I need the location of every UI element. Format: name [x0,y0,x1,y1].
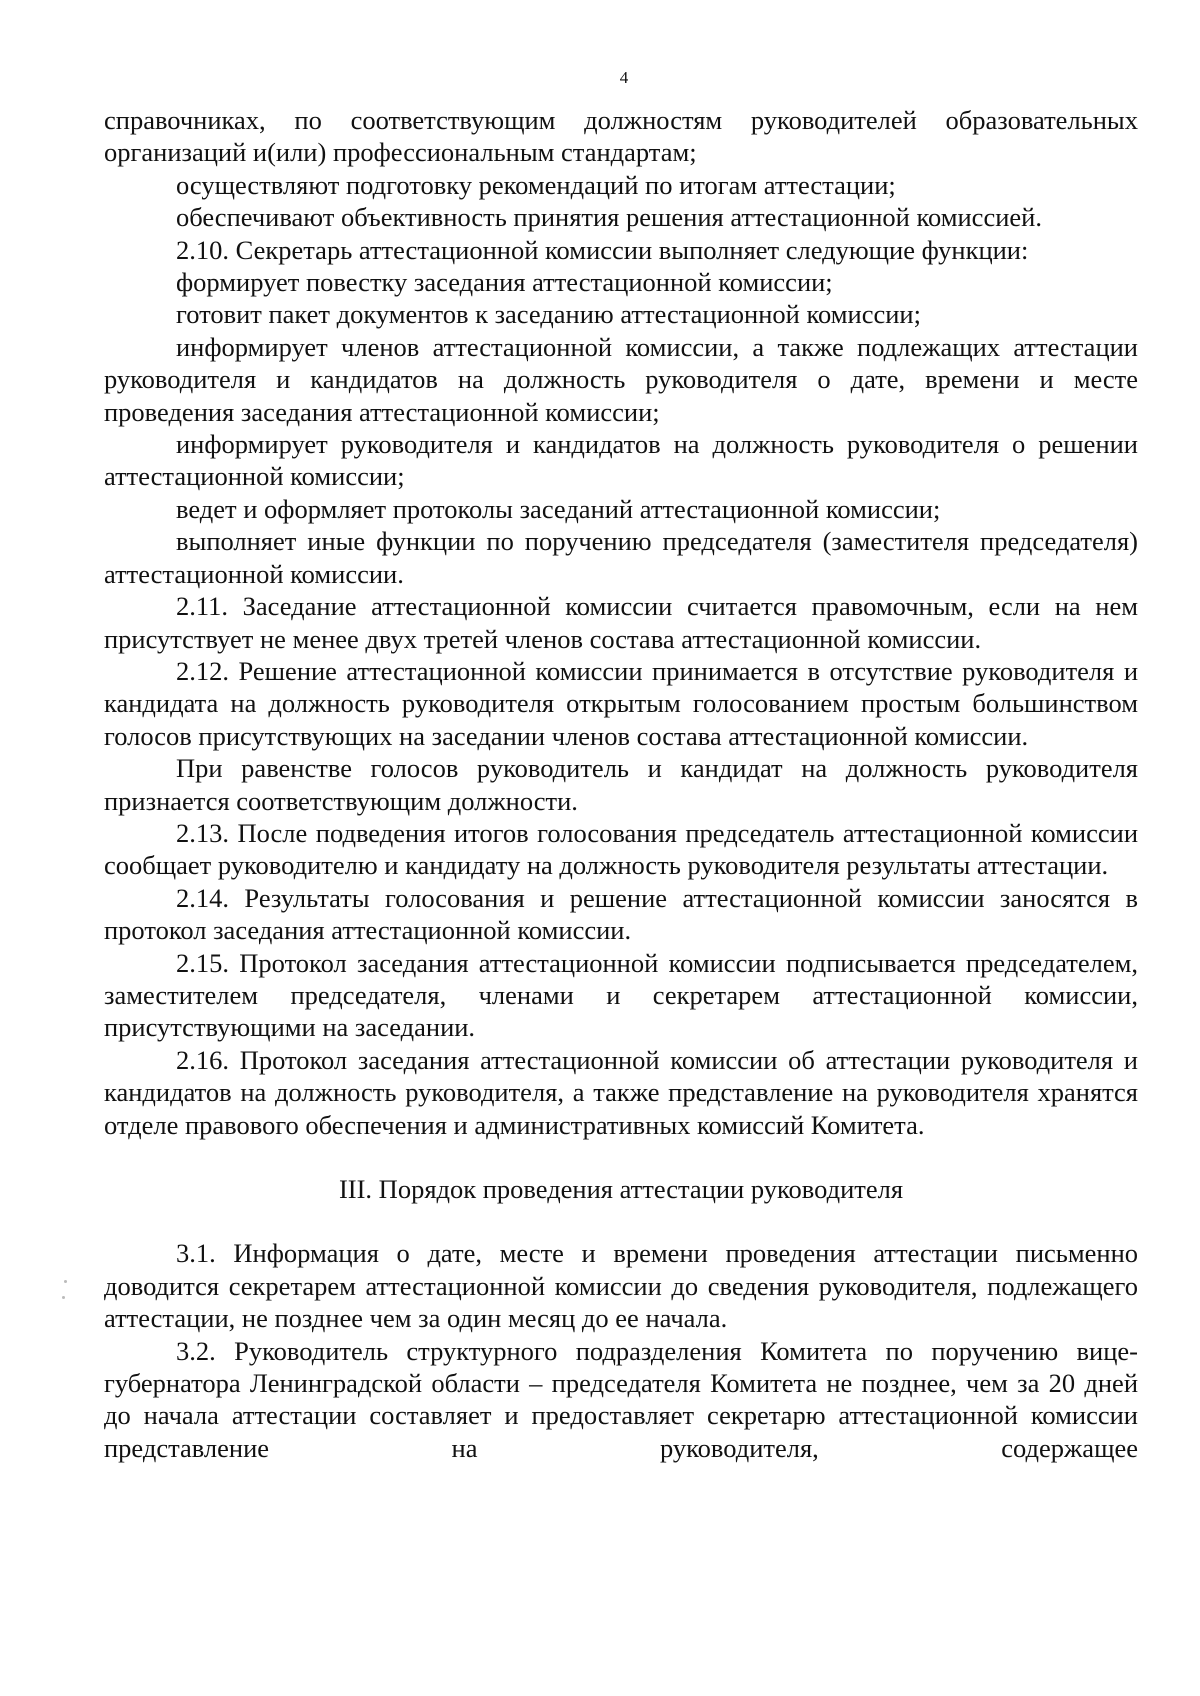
list-item: ведет и оформляет протоколы заседаний аттестационной комиссии; [176,493,941,524]
clause-3-1: 3.1. Информация о дате, месте и времени проведения аттестации письменно доводится секретарем аттестационной комиссии до сведения руководителя, подлежащего аттестации, не позднее чем за один месяц до ее начала. [104,1238,1138,1334]
list-item: информирует руководителя и кандидатов на должность руководителя о решении аттестационной комиссии; [104,429,1138,492]
paragraph-continuation: справочниках, по соответствующим должностям руководителей образовательных организаций и(или) профессиональным стандартам; [104,105,1138,168]
list-item: обеспечивают объективность принятия решения аттестационной комиссией. [176,202,1042,233]
scan-speck [62,1296,65,1299]
clause-2-16: 2.16. Протокол заседания аттестационной комиссии об аттестации руководителя и кандидатов на должность руководителя, а также представление на руководителя хранятся отделе правового обеспечения и административных комиссий Комитета. [104,1044,1138,1140]
list-item: выполняет иные функции по поручению председателя (заместителя председателя) аттестационной комиссии. [104,526,1138,589]
clause-3-2: 3.2. Руководитель структурного подразделения Комитета по поручению вице-губернатора Ленинградской области – председателя Комитета не позднее, чем за 20 дней до начала аттестации составляет и предоставляет секретарю аттестационной комиссии представление на руководителя, содержащее [104,1335,1138,1463]
clause-2-12: 2.12. Решение аттестационной комиссии принимается в отсутствие руководителя и кандидата на должность руководителя открытым голосованием простым большинством голосов присутствующих на заседании членов состава аттестационной комиссии. [104,655,1138,751]
clause-2-15: 2.15. Протокол заседания аттестационной комиссии подписывается председателем, заместителем председателя, членами и секретарем аттестационной комиссии, присутствующими на заседании. [104,947,1138,1043]
clause-2-14: 2.14. Результаты голосования и решение аттестационной комиссии заносятся в протокол заседания аттестационной комиссии. [104,882,1138,946]
document-body [104,104,1138,1464]
list-item: осуществляют подготовку рекомендаций по итогам аттестации; [176,169,896,200]
paragraph: При равенстве голосов руководитель и кандидат на должность руководителя признается соответствующим должности. [104,753,1138,816]
clause-2-13: 2.13. После подведения итогов голосования председатель аттестационной комиссии сообщает руководителю и кандидату на должность руководителя результаты аттестации. [104,817,1138,881]
list-item: информирует членов аттестационной комиссии, а также подлежащих аттестации руководителя и кандидатов на должность руководителя о дате, времени и месте проведения заседания аттестационной комиссии; [104,331,1138,427]
list-item: формирует повестку заседания аттестационной комиссии; [176,267,833,298]
section-heading: III. Порядок проведения аттестации руководителя [338,1174,904,1204]
clause-2-11: 2.11. Заседание аттестационной комиссии считается правомочным, если на нем присутствует не менее двух третей членов состава аттестационной комиссии. [104,591,1138,654]
list-item: готовит пакет документов к заседанию аттестационной комиссии; [176,299,921,330]
page-number: 4 [619,68,629,87]
clause-2-10: 2.10. Секретарь аттестационной комиссии выполняет следующие функции: [176,234,1029,265]
scan-speck [64,1280,67,1283]
